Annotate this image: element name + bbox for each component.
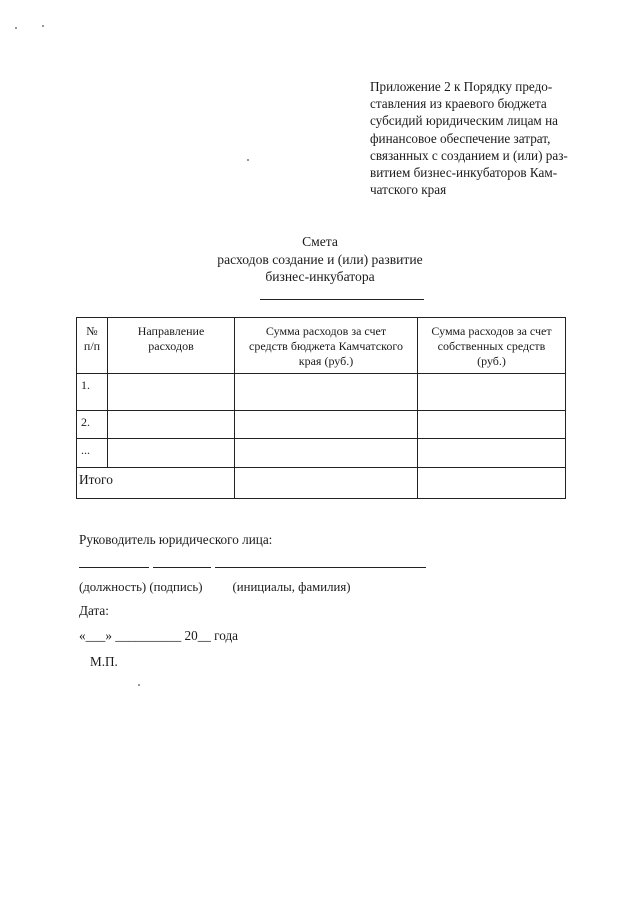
header-direction: Направление расходов (108, 318, 235, 374)
table-total-row (77, 468, 566, 499)
header-budget-sum: Сумма расходов за счет средств бюджета Камчатского края (руб.) (235, 318, 418, 374)
cell-direction (108, 439, 235, 468)
cell-direction (108, 411, 235, 439)
row-number: ... (77, 439, 108, 468)
appendix-note (370, 78, 601, 198)
scan-speck (15, 27, 17, 29)
cell-direction (108, 374, 235, 411)
appendix-line: Приложение 2 к Порядку предо- (370, 79, 553, 94)
title-line-estimate: Смета (302, 234, 338, 249)
row-number: 1. (77, 374, 108, 411)
table-row (77, 411, 566, 439)
cell-budget-sum (235, 411, 418, 439)
cell-own-sum (418, 374, 566, 411)
title-underline (260, 299, 424, 300)
stamp-place-label: М.П. (90, 654, 118, 669)
scan-speck (138, 684, 140, 686)
total-own-sum (418, 468, 566, 499)
row-number: 2. (77, 411, 108, 439)
cell-own-sum (418, 411, 566, 439)
appendix-line: связанных с созданием и (или) раз- (370, 147, 568, 163)
date-label: Дата: (79, 603, 109, 618)
title-line-expenses: расходов создание и (или) развитие (217, 251, 423, 267)
cost-estimate-table (76, 317, 566, 499)
total-label: Итого (77, 468, 235, 499)
appendix-line: ставления из краевого бюджета (370, 96, 547, 112)
document-title (0, 233, 640, 286)
header-own-sum: Сумма расходов за счет собственных средств (руб.) (418, 318, 566, 374)
cell-budget-sum (235, 374, 418, 411)
cell-budget-sum (235, 439, 418, 468)
scan-speck (247, 159, 249, 161)
name-line (215, 567, 426, 568)
caption-position-signature: (должность) (подпись) (79, 580, 203, 594)
scan-speck (42, 25, 44, 27)
total-budget-sum (235, 468, 418, 499)
header-number: № п/п (77, 318, 108, 374)
cell-own-sum (418, 439, 566, 468)
date-template: «___» __________ 20__ года (79, 628, 239, 643)
position-line (79, 567, 149, 568)
table-header-row (77, 318, 566, 374)
signature-line (153, 567, 211, 568)
caption-name: (инициалы, фамилия) (232, 580, 351, 594)
title-line-incubator: бизнес-инкубатора (265, 269, 375, 284)
table-row (77, 439, 566, 468)
appendix-line: субсидий юридическим лицам на (370, 113, 558, 129)
signature-captions (79, 580, 350, 595)
head-of-entity-label: Руководитель юридического лица: (79, 532, 273, 547)
appendix-line: финансовое обеспечение затрат, (370, 130, 551, 146)
appendix-line: чатского края (370, 182, 447, 198)
appendix-line: витием бизнес-инкубаторов Кам- (370, 165, 558, 181)
table-row (77, 374, 566, 411)
